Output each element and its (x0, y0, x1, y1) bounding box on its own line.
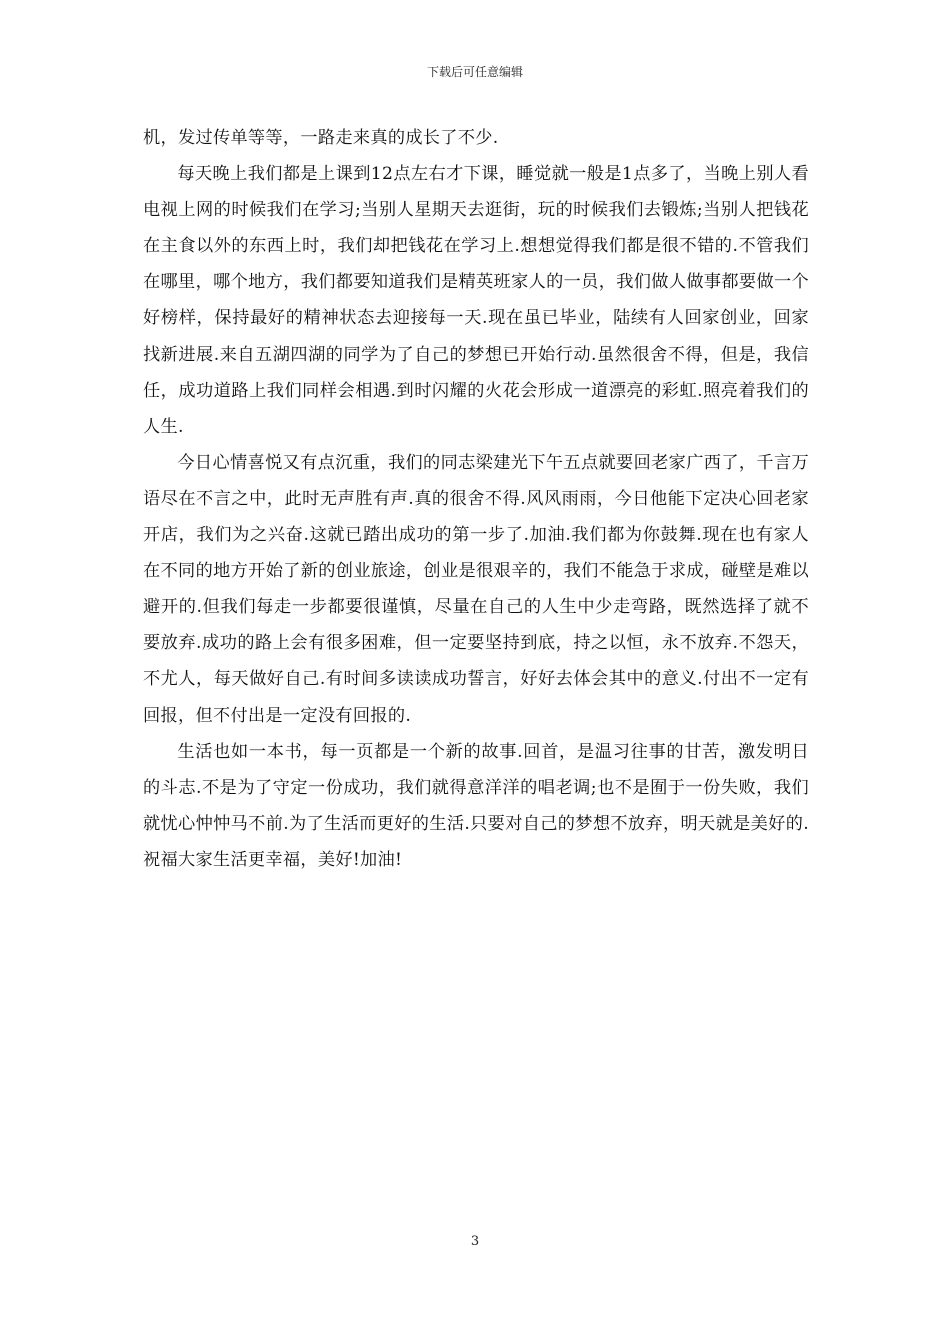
page-number: 3 (470, 1234, 480, 1249)
page-header: 下载后可任意编辑 (426, 65, 523, 79)
paragraph-life-book: 生活也如一本书，每一页都是一个新的故事.回首，是温习往事的甘苦，激发明日的斗志.不是为了守定一份成功，我们就得意洋洋的唱老调;也不是囿于一份失败，我们就忧心忡忡马不前.为了生活而更好的生活.只要对自己的梦想不放弃，明天就是美好的.祝福大家生活更幸福，美好!加油! (143, 741, 809, 870)
paragraph-farewell: 今日心情喜悦又有点沉重，我们的同志梁建光下午五点就要回老家广西了，千言万语尽在不言之中，此时无声胜有声.真的很舍不得.风风雨雨，今日他能下定决心回老家开店，我们为之兴奋.这就已踏出成功的第一步了.加油.我们都为你鼓舞.现在也有家人在不同的地方开始了新的创业旅途，创业是很艰辛的，我们不能急于求成，碰壁是难以避开的.但我们每走一步都要很谨慎，尽量在自己的人生中少走弯路，既然选择了就不要放弃.成功的路上会有很多困难，但一定要坚持到底，持之以恒，永不放弃.不怨天，不尤人，每天做好自己.有时间多读读成功誓言，好好去体会其中的意义.付出不一定有回报，但不付出是一定没有回报的. (143, 452, 809, 726)
document-body (143, 120, 809, 878)
paragraph-study-life: 每天晚上我们都是上课到12点左右才下课，睡觉就一般是1点多了，当晚上别人看电视上网的时候我们在学习;当别人星期天去逛街，玩的时候我们去锻炼;当别人把钱花在主食以外的东西上时，我们却把钱花在学习上.想想觉得我们都是很不错的.不管我们在哪里，哪个地方，我们都要知道我们是精英班家人的一员，我们做人做事都要做一个好榜样，保持最好的精神状态去迎接每一天.现在虽已毕业，陆续有人回家创业，回家找新进展.来自五湖四湖的同学为了自己的梦想已开始行动.虽然很舍不得，但是，我信任，成功道路上我们同样会相遇.到时闪耀的火花会形成一道漂亮的彩虹.照亮着我们的人生. (143, 164, 809, 437)
paragraph-continuation: 机，发过传单等等，一路走来真的成长了不少. (143, 128, 499, 148)
